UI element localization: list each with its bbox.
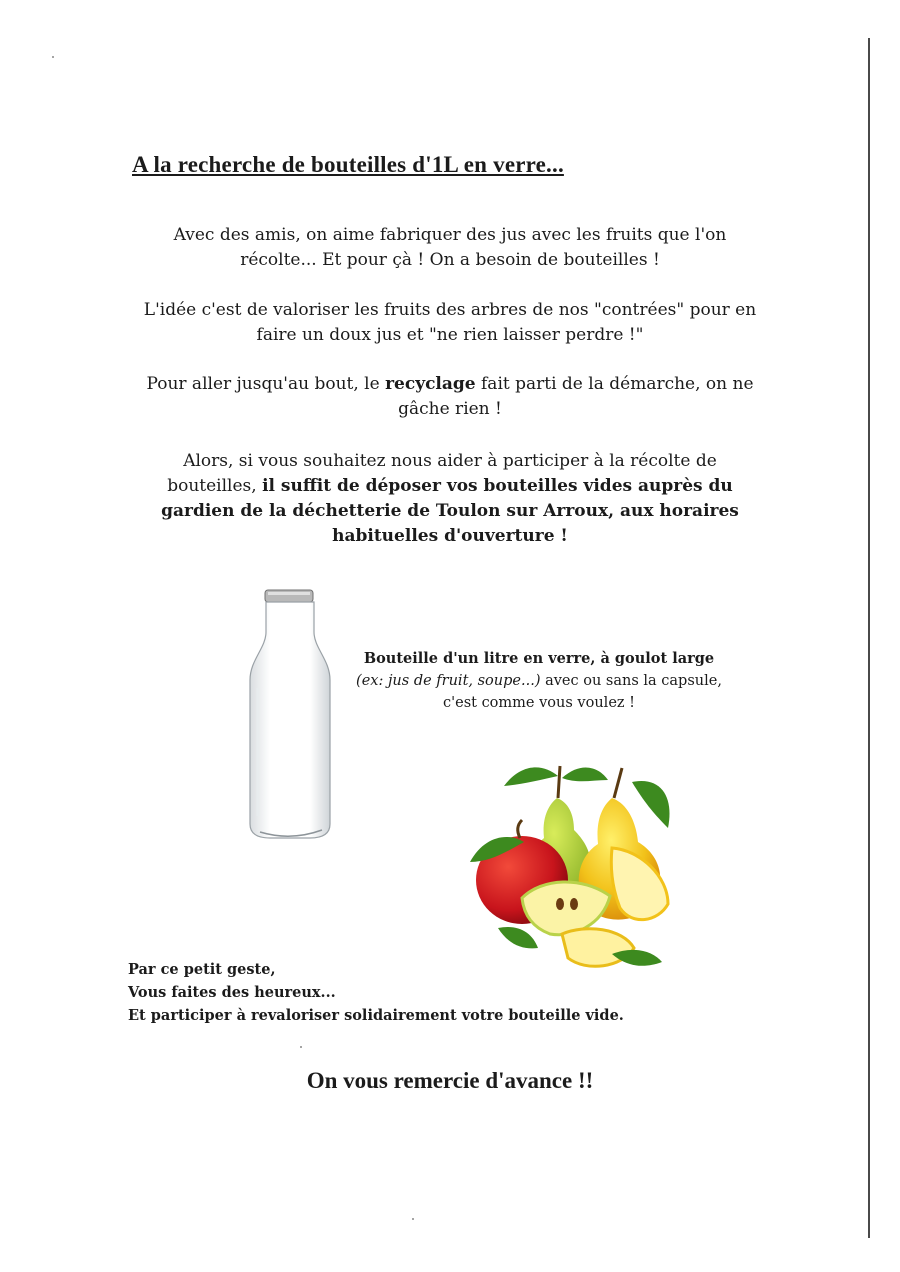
bottle-caption-title: Bouteille d'un litre en verre, à goulot large [363,650,715,667]
paragraph-idea: L'idée c'est de valoriser les fruits des arbres de nos "contrées" pour en faire un doux jus et "ne rien laisser perdre !" [143,300,757,345]
gesture-text: Par ce petit geste, Vous faites des heureux... Et participer à revaloriser solidairement votre bouteille vide. [128,961,624,1024]
paragraph-intro: Avec des amis, on aime fabriquer des jus avec les fruits que l'on récolte... Et pour çà ! On a besoin de bouteilles ! [173,225,727,270]
closing-thanks: On vous remercie d'avance !! [306,1068,594,1093]
paragraph-call-to-action: Alors, si vous souhaitez nous aider à participer à la récolte de bouteilles, il suffit de déposer vos bouteilles vides auprès du gardien de la déchetterie de Toulon sur Arroux, aux horaires habituelles d'ouverture ! [161,451,739,546]
scan-edge-line [868,38,870,1238]
scan-speck [412,1218,414,1220]
bottle-caption: Bouteille d'un litre en verre, à goulot large (ex: jus de fruit, soupe...) avec ou sans la capsule, c'est comme vous voulez ! [356,650,722,711]
recycling-keyword: recyclage [385,374,476,394]
fruit-illustration [462,758,692,978]
page-title: A la recherche de bouteilles d'1L en verre... [132,152,564,177]
scan-speck [52,56,54,58]
scan-speck [300,1046,302,1048]
paragraph-recycling: Pour aller jusqu'au bout, le recyclage fait parti de la démarche, on ne gâche rien ! [146,374,754,419]
glass-bottle-image [240,588,340,843]
